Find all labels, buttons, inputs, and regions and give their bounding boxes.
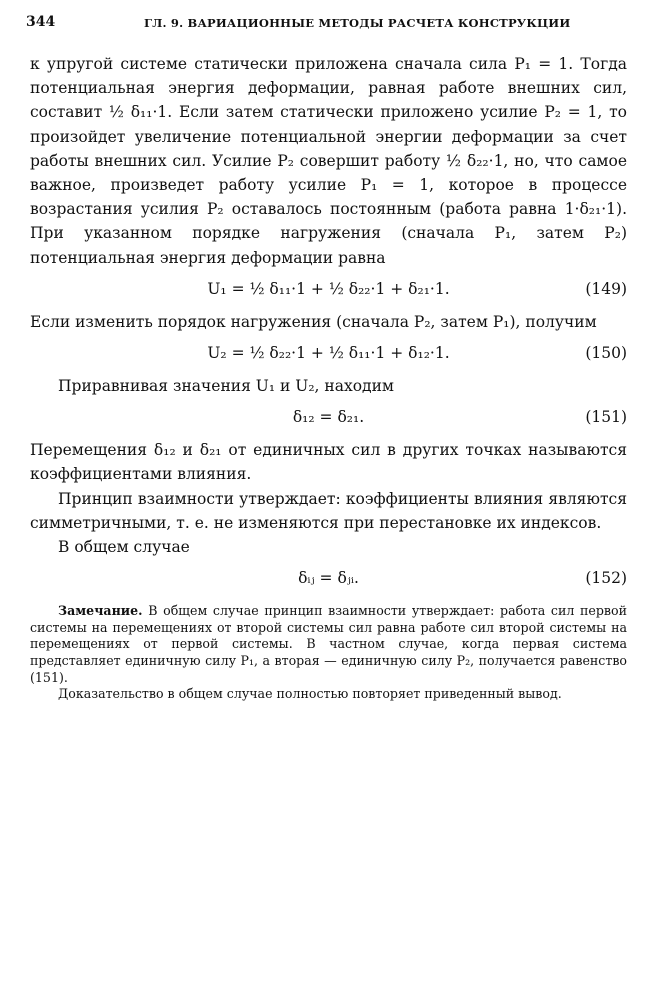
equation-151 [30, 400, 627, 434]
paragraph-reciprocity-principle: Принцип взаимности утверждает: коэффициенты влияния являются симметричными, т. е. не изменяются при перестановке их индексов. [30, 489, 627, 532]
equation-number: (149) [585, 279, 627, 298]
page-number: 344 [26, 14, 56, 30]
equation-number: (151) [585, 408, 627, 427]
equation-formula: δᵢⱼ = δⱼᵢ. [298, 569, 359, 588]
running-header [26, 14, 627, 36]
equation-formula: δ₁₂ = δ₂₁. [292, 408, 365, 427]
remark-lead: Замечание. [58, 603, 143, 619]
remark-block [30, 603, 627, 703]
remark-text: В общем случае принцип взаимности утверждает: работа сил первой системы на перемещениях от второй системы сил равна работе сил второй системы на перемещениях от первой системы. В частном случае, когда первая система представляет единичную силу P₁, а вторая — единичную силу P₂, получается равенство (151). [30, 603, 627, 685]
paragraph-reverse-order: Если изменить порядок нагружения (сначала P₂, затем P₁), получим [30, 312, 597, 331]
chapter-title: ГЛ. 9. ВАРИАЦИОННЫЕ МЕТОДЫ РАСЧЕТА КОНСТРУКЦИИ [144, 16, 571, 30]
paragraph-equate: Приравнивая значения U₁ и U₂, находим [58, 377, 394, 396]
equation-150 [30, 336, 627, 370]
equation-number: (152) [585, 569, 627, 588]
equation-formula: U₁ = ½ δ₁₁·1 + ½ δ₂₂·1 + δ₂₁·1. [207, 279, 450, 298]
equation-149 [30, 272, 627, 306]
page-body [30, 52, 627, 703]
equation-152 [30, 561, 627, 595]
paragraph-general-case: В общем случае [58, 538, 190, 557]
paragraph-influence-coefficients: Перемещения δ₁₂ и δ₂₁ от единичных сил в других точках называются коэффициентами влияния. [30, 441, 627, 484]
equation-number: (150) [585, 344, 627, 363]
remark-paragraph [30, 603, 627, 686]
equation-formula: U₂ = ½ δ₂₂·1 + ½ δ₁₁·1 + δ₁₂·1. [207, 344, 450, 363]
remark-proof: Доказательство в общем случае полностью повторяет приведенный вывод. [58, 686, 562, 702]
paragraph-intro: к упругой системе статически приложена сначала сила P₁ = 1. Тогда потенциальная энергия деформации, равная работе внешних сил, составит ½ δ₁₁·1. Если затем статически приложено усилие P₂ = 1, то произойдет увеличение потенциальной энергии деформации за счет работы внешних сил. Усилие P₂ совершит работу ½ δ₂₂·1, но, что самое важное, произведет работу усилие P₁ = 1, которое в процессе возрастания усилия P₂ оставалось постоянным (работа равна 1·δ₂₁·1). При указанном порядке нагружения (сначала P₁, затем P₂) потенциальная энергия деформации равна [30, 55, 627, 267]
